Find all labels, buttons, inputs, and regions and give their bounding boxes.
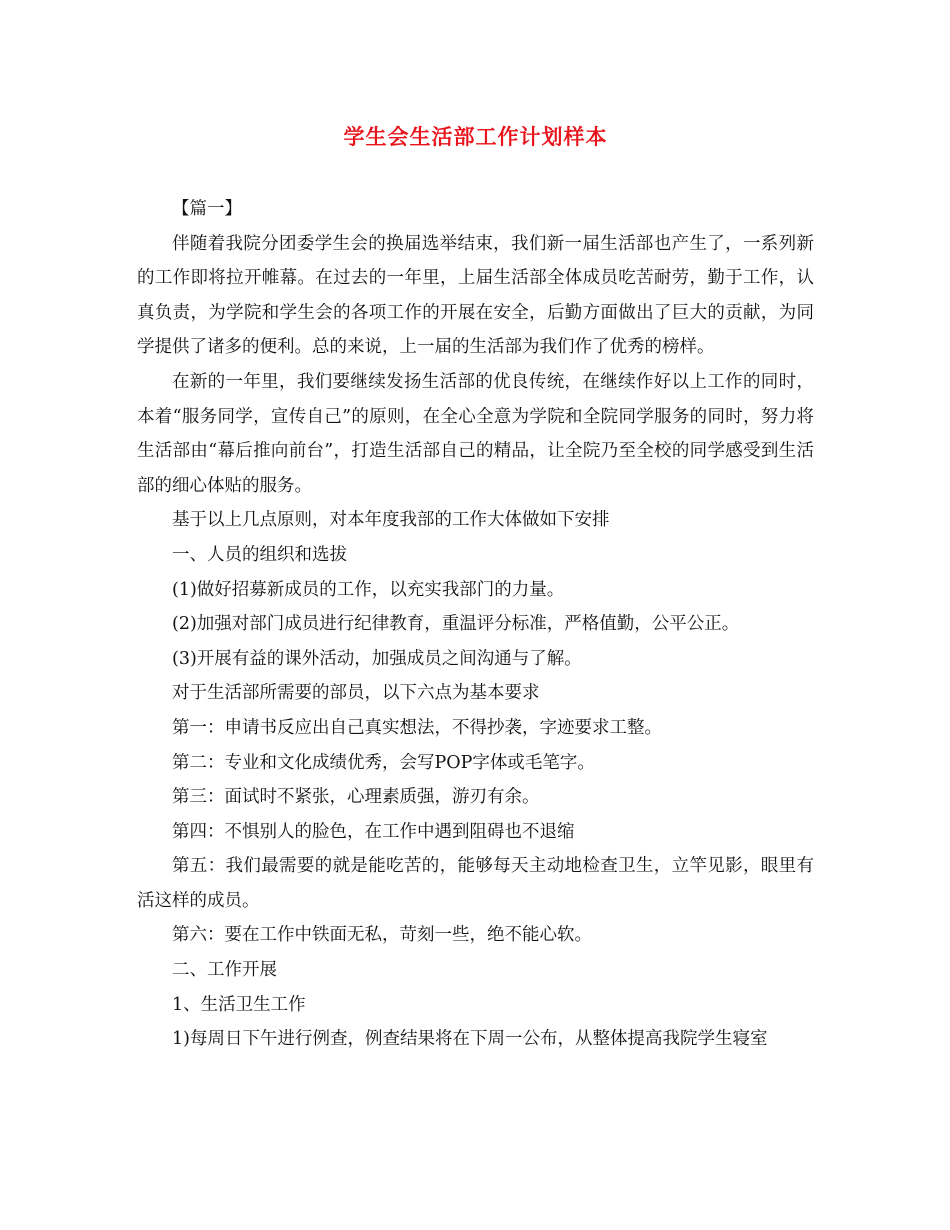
paragraph: 对于生活部所需要的部员，以下六点为基本要求 [172, 683, 540, 704]
paragraph: 在新的一年里，我们要继续发扬生活部的优良传统，在继续作好以上工作的同时，本着“服务同学，宣传自己”的原则，在全心全意为学院和全院同学服务的同时，努力将生活部由“幕后推向前台”，打造生活部自己的精品，让全院乃至全校的同学感受到生活部的细心体贴的服务。 [137, 371, 814, 496]
list-item: 第三：面试时不紧张，心理素质强，游刃有余。 [172, 787, 540, 808]
paragraph: 伴随着我院分团委学生会的换届选举结束，我们新一届生活部也产生了，一系列新的工作即将拉开帷幕。在过去的一年里，上届生活部全体成员吃苦耐劳，勤于工作，认真负责，为学院和学生会的各项工作的开展在安全，后勤方面做出了巨大的贡献，为同学提供了诸多的便利。总的来说，上一届的生活部为我们作了优秀的榜样。 [137, 233, 814, 358]
document-title: 学生会生活部工作计划样本 [343, 125, 608, 149]
paragraph: 1)每周日下午进行例查，例查结果将在下周一公布，从整体提高我院学生寝室 [172, 1029, 768, 1050]
document-body [137, 192, 814, 1057]
paragraph: 基于以上几点原则，对本年度我部的工作大体做如下安排 [172, 510, 610, 531]
list-item: (2)加强对部门成员进行纪律教育，重温评分标准，严格值勤，公平公正。 [172, 614, 740, 635]
list-item: (3)开展有益的课外活动，加强成员之间沟通与了解。 [172, 648, 582, 669]
subheading: 二、工作开展 [172, 960, 277, 981]
list-item: 第一：申请书反应出自己真实想法，不得抄袭，字迹要求工整。 [172, 717, 662, 738]
section-heading: 【篇一】 [172, 199, 242, 219]
list-item: 第二：专业和文化成绩优秀，会写POP字体或毛笔字。 [172, 752, 595, 773]
subheading: 1、生活卫生工作 [172, 994, 306, 1015]
list-item: 第六：要在工作中铁面无私，苛刻一些，绝不能心软。 [172, 925, 592, 946]
list-item: 第五：我们最需要的就是能吃苦的，能够每天主动地检查卫生，立竿见影，眼里有活这样的成员。 [137, 856, 814, 911]
list-item: 第四：不惧别人的脸色，在工作中遇到阻碍也不退缩 [172, 821, 575, 842]
list-item: (1)做好招募新成员的工作，以充实我部门的力量。 [172, 579, 565, 600]
subheading: 一、人员的组织和选拔 [172, 544, 347, 565]
